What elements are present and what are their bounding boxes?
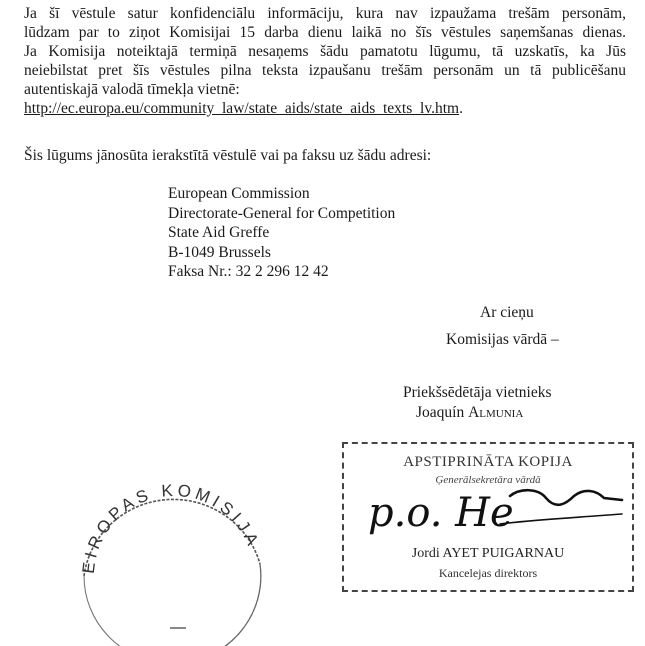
address-line: Faksa Nr.: 32 2 296 12 42 [168, 263, 329, 280]
stamp-official-role: Kancelejas direktors [438, 566, 538, 580]
signatory-title: Priekšsēdētāja vietnieks [403, 384, 552, 401]
signatory-first-name: Joaquín [416, 404, 465, 421]
stamp-subtitle: Ģenerālsekretāra vārdā [435, 474, 541, 486]
request-paragraph [24, 146, 626, 165]
address-block [168, 184, 395, 282]
paragraph-line: neiebilstat pret šīs vēstules pilna teksta izpaušanu trešām personām un tā publicēšanu [24, 62, 626, 79]
address-line: Directorate-General for Competition [168, 204, 396, 222]
url-suffix: . [459, 100, 463, 117]
stamp-title: APSTIPRINĀTA KOPIJA [403, 454, 573, 470]
seal-text: EIROPAS KOMISIJA [78, 480, 264, 575]
signatory-last-name: Almunia [468, 404, 524, 421]
paragraph-line: lūdzam par to ziņot Komisijai 15 darba dienu laikā no šīs vēstules saņemšanas dienas. [24, 24, 626, 41]
signature-text: p.o. He [368, 490, 514, 536]
paragraph-line: Šis lūgums jānosūta ierakstītā vēstulē vai pa faksu uz šādu adresi: [24, 147, 432, 164]
closing-greeting: Ar cieņu [480, 304, 534, 321]
handwritten-signature [360, 474, 630, 544]
paragraph-line: Ja Komisija noteiktajā termiņā nesaņems šādu pamatotu lūgumu, tā uzskatīs, ka Jūs [24, 43, 626, 60]
paragraph-line: Ja šī vēstule satur konfidenciālu informāciju, kura nav izpaužama trešām personām, [24, 5, 626, 22]
stamp-official-name: Jordi AYET PUIGARNAU [411, 546, 565, 561]
address-line: State Aid Greffe [168, 224, 270, 241]
url-line [24, 99, 626, 118]
signatory-name [416, 404, 523, 422]
address-line: B-1049 Brussels [168, 243, 271, 261]
closing-on-behalf: Komisijas vārdā – [446, 331, 559, 348]
publication-url-link[interactable]: http://ec.europa.eu/community_law/state_aids/state_aids_texts_lv.htm [24, 100, 460, 117]
paragraph-line: autentiskajā valodā tīmekļa vietnē: [24, 81, 240, 98]
confidentiality-paragraph [24, 4, 626, 118]
commission-seal [64, 456, 282, 646]
svg-text:EIROPAS KOMISIJA [79, 481, 264, 575]
address-line: European Commission [168, 185, 310, 202]
